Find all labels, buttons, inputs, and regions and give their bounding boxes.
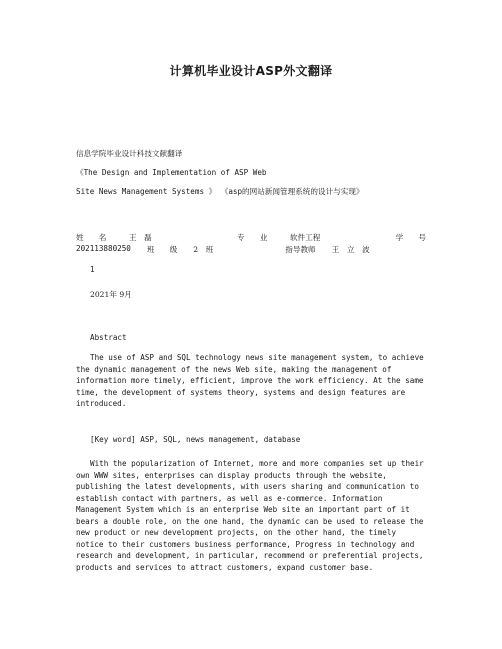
reference-title-line-2: Site News Management Systems 》 《asp的网站新闻管理系统的设计与实现》 bbox=[76, 187, 364, 196]
abstract-heading: Abstract bbox=[90, 333, 127, 342]
major-value: 软件工程 bbox=[289, 233, 321, 242]
class-label: 班 级 bbox=[146, 245, 178, 254]
document-date: 2021年 9月 bbox=[90, 290, 132, 299]
student-info-row-1 bbox=[76, 232, 426, 243]
id-label: 学 号 bbox=[395, 233, 426, 242]
document-title: 计算机毕业设计ASP外文翻译 bbox=[169, 64, 333, 78]
page-index: 1 bbox=[90, 265, 95, 274]
advisor-value: 王 立 波 bbox=[331, 245, 370, 254]
abstract-paragraph: The use of ASP and SQL technology news site management system, to achieve the dynamic management of the news Web site, making the management of information more timely, efficient, improve the work efficiency. At the same time, the development of systems theory, systems and design features are introduced. bbox=[76, 353, 424, 408]
name-label: 姓 名 bbox=[76, 233, 107, 242]
class-value: 2 班 bbox=[193, 245, 214, 254]
id-value: 202113880250 bbox=[76, 244, 131, 253]
advisor-label: 指导教师 bbox=[285, 245, 316, 254]
major-label: 专 业 bbox=[236, 233, 268, 242]
body-paragraph: With the popularization of Internet, more and more companies set up their own WWW sites, enterprises can display products through the website, publishing the latest developments, with users sharing and communication to establish contact with partners, as well as e-commerce. Information Management System which is an enterprise Web site an important part of it bears a double role, on the one hand, the dynamic can be used to release the new product or new development projects, on the other hand, the timely notice to their customers business performance, Progress in technology and research and development, in particular, recommend or preferential projects, products and services to attract customers, expand customer base. bbox=[76, 459, 424, 572]
reference-title-line-1: 《The Design and Implementation of ASP Web bbox=[76, 168, 267, 177]
student-info-row-2 bbox=[76, 244, 406, 255]
keywords-line: [Key word] ASP, SQL, news management, database bbox=[90, 435, 301, 444]
college-header: 信息学院毕业设计科技文献翻译 bbox=[76, 149, 183, 158]
name-value: 王 磊 bbox=[128, 233, 152, 242]
